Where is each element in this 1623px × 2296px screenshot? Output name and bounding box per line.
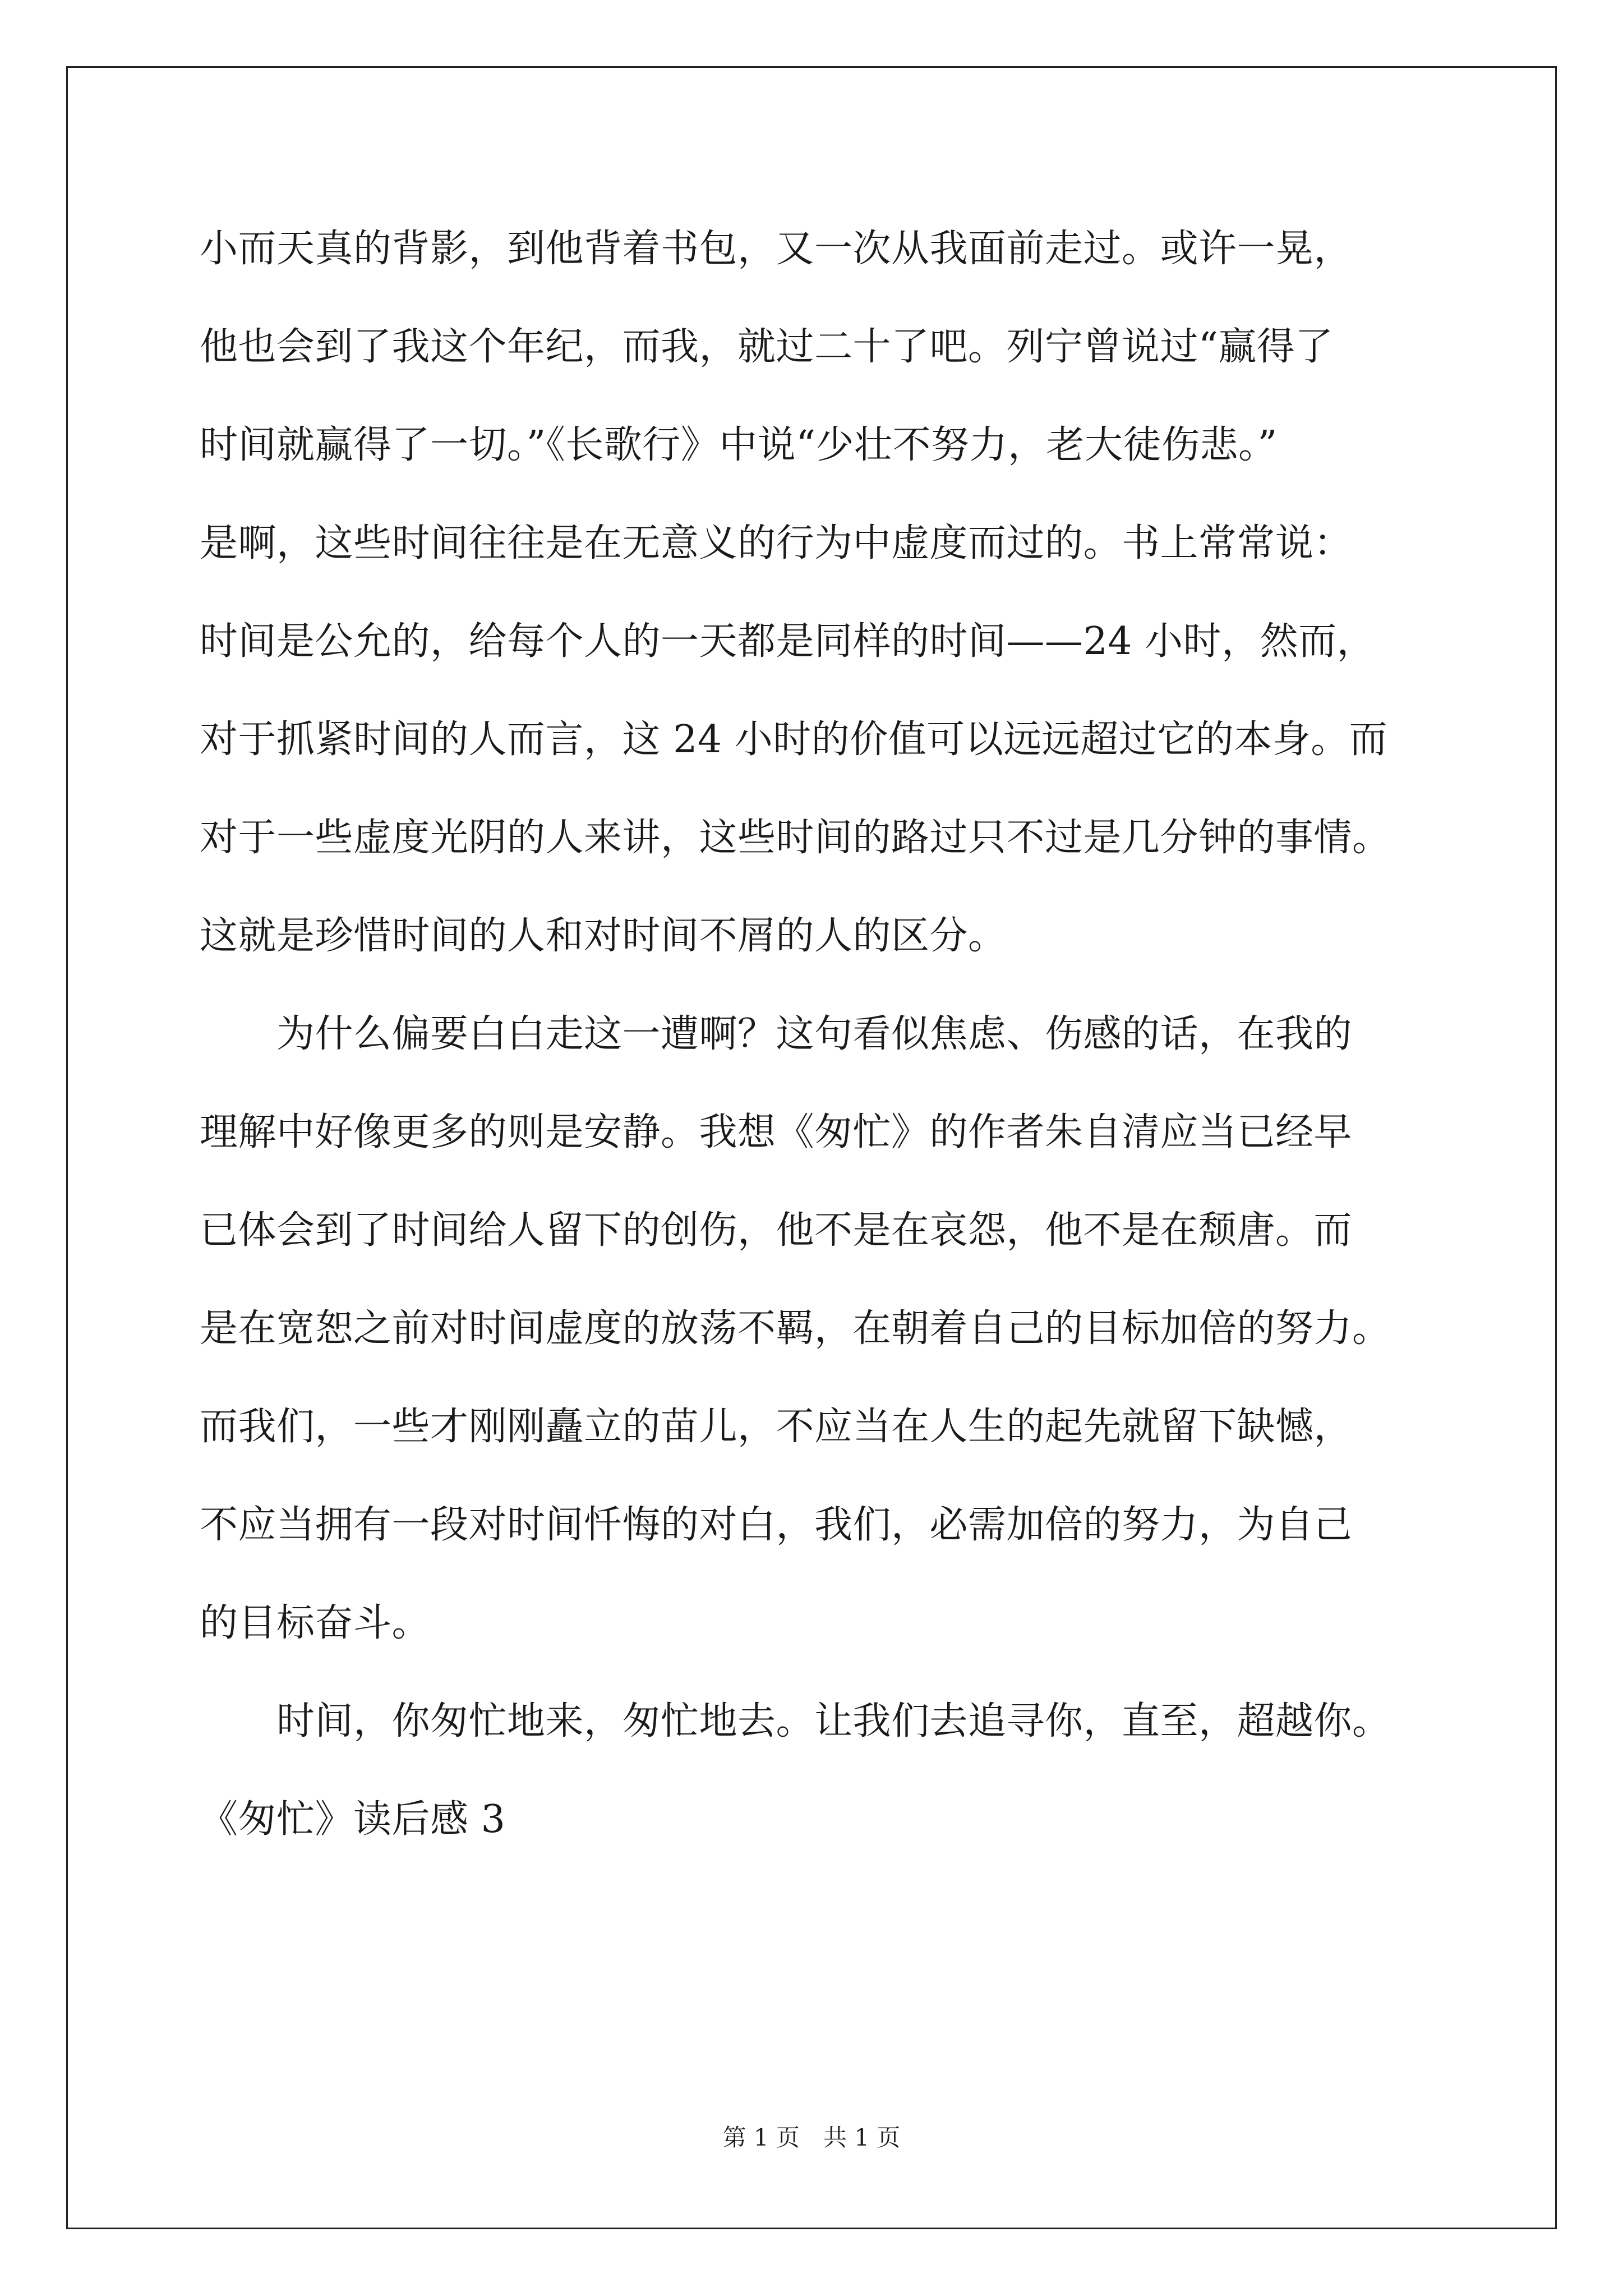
paragraph-line: 的目标奋斗。: [200, 1601, 431, 1645]
paragraph-line: 为什么偏要白白走这一遭啊？这句看似焦虑、伤感的话，在我的: [200, 1012, 1353, 1056]
paragraph-line: 时间是公允的，给每个人的一天都是同样的时间——24 小时，然而，: [200, 619, 1376, 664]
paragraph-line: 对于抓紧时间的人而言，这 24 小时的价值可以远远超过它的本身。而: [200, 717, 1388, 762]
paragraph-line: 是在宽恕之前对时间虚度的放荡不羁，在朝着自己的目标加倍的努力。: [200, 1306, 1391, 1351]
paragraph-line: 时间，你匆忙地来，匆忙地去。让我们去追寻你，直至，超越你。: [200, 1699, 1391, 1743]
paragraph-line: 理解中好像更多的则是安静。我想《匆忙》的作者朱自清应当已经早: [200, 1110, 1353, 1154]
paragraph-line: 这就是珍惜时间的人和对时间不屑的人的区分。: [200, 914, 1007, 958]
paragraph-line: 不应当拥有一段对时间忏悔的对白，我们，必需加倍的努力，为自己: [200, 1503, 1353, 1547]
section-heading: 《匆忙》读后感 3: [200, 1797, 506, 1842]
page-number-footer: 第 1 页 共 1 页: [722, 2124, 901, 2151]
paragraph-line: 小而天真的背影，到他背着书包，又一次从我面前走过。或许一晃，: [200, 227, 1353, 271]
paragraph-line: 他也会到了我这个年纪，而我，就过二十了吧。列宁曾说过“赢得了: [200, 325, 1334, 369]
paragraph-line: 对于一些虚度光阴的人来讲，这些时间的路过只不过是几分钟的事情。: [200, 816, 1391, 860]
paragraph-line: 而我们，一些才刚刚矗立的苗儿，不应当在人生的起先就留下缺憾，: [200, 1405, 1353, 1449]
paragraph-line: 已体会到了时间给人留下的创伤，他不是在哀怨，他不是在颓唐。而: [200, 1208, 1353, 1253]
paragraph-line: 时间就赢得了一切。”《长歌行》中说“少壮不努力，老大徒伤悲。”: [200, 423, 1278, 467]
paragraph-line: 是啊，这些时间往往是在无意义的行为中虚度而过的。书上常常说：: [200, 521, 1353, 565]
